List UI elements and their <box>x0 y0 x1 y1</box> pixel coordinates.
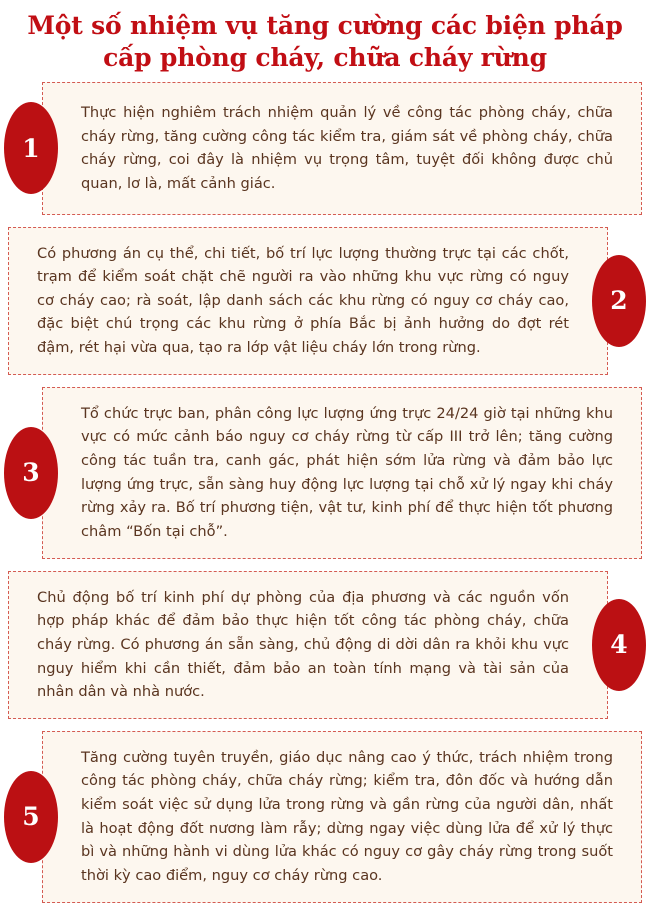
list-item <box>0 82 650 215</box>
item-text: Có phương án cụ thể, chi tiết, bố trí lực lượng thường trực tại các chốt, trạm để kiểm soát chặt chẽ người ra vào những khu vực rừng có nguy cơ cháy cao; rà soát, lập danh sách các khu rừng có nguy cơ cháy cao, đặc biệt chú trọng các khu rừng ở phía Bắc bị ảnh hưởng do đợt rét đậm, rét hại vừa qua, tạo ra lớp vật liệu cháy lớn trong rừng. <box>8 227 608 375</box>
item-number-badge: 5 <box>4 771 58 863</box>
list-item <box>0 387 650 559</box>
item-number-badge: 1 <box>4 102 58 194</box>
item-number-badge: 4 <box>592 599 646 691</box>
item-text: Tổ chức trực ban, phân công lực lượng ứng trực 24/24 giờ tại những khu vực có mức cảnh báo nguy cơ cháy rừng từ cấp III trở lên; tăng cường công tác tuần tra, canh gác, phát hiện sớm lửa rừng và đảm bảo lực lượng ứng trực, sẵn sàng huy động lực lượng tại chỗ xử lý ngay khi cháy rừng xảy ra. Bố trí phương tiện, vật tư, kinh phí để thực hiện tốt phương châm “Bốn tại chỗ”. <box>42 387 642 559</box>
item-text: Tăng cường tuyên truyền, giáo dục nâng cao ý thức, trách nhiệm trong công tác phòng cháy, chữa cháy rừng; kiểm tra, đôn đốc và hướng dẫn kiểm soát việc sử dụng lửa trong rừng và gần rừng của người dân, nhất là hoạt động đốt nương làm rẫy; dừng ngay việc dùng lửa để xử lý thực bì và những hành vi dùng lửa khác có nguy cơ gây cháy rừng trong suốt thời kỳ cao điểm, nguy cơ cháy rừng cao. <box>42 731 642 903</box>
item-number-badge: 3 <box>4 427 58 519</box>
item-text: Thực hiện nghiêm trách nhiệm quản lý về công tác phòng cháy, chữa cháy rừng, tăng cường công tác kiểm tra, giám sát về phòng cháy, chữa cháy rừng, coi đây là nhiệm vụ trọng tâm, tuyệt đối không được chủ quan, lơ là, mất cảnh giác. <box>42 82 642 215</box>
list-item <box>0 571 650 719</box>
items-list <box>0 82 650 921</box>
item-number-badge: 2 <box>592 255 646 347</box>
list-item <box>0 227 650 375</box>
list-item <box>0 731 650 903</box>
item-text: Chủ động bố trí kinh phí dự phòng của địa phương và các nguồn vốn hợp pháp khác để đảm bảo thực hiện tốt công tác phòng cháy, chữa cháy rừng. Có phương án sẵn sàng, chủ động di dời dân ra khỏi khu vực nguy hiểm khi cần thiết, đảm bảo an toàn tính mạng và tài sản của nhân dân và nhà nước. <box>8 571 608 719</box>
page-title: Một số nhiệm vụ tăng cường các biện pháp cấp phòng cháy, chữa cháy rừng <box>27 11 623 72</box>
